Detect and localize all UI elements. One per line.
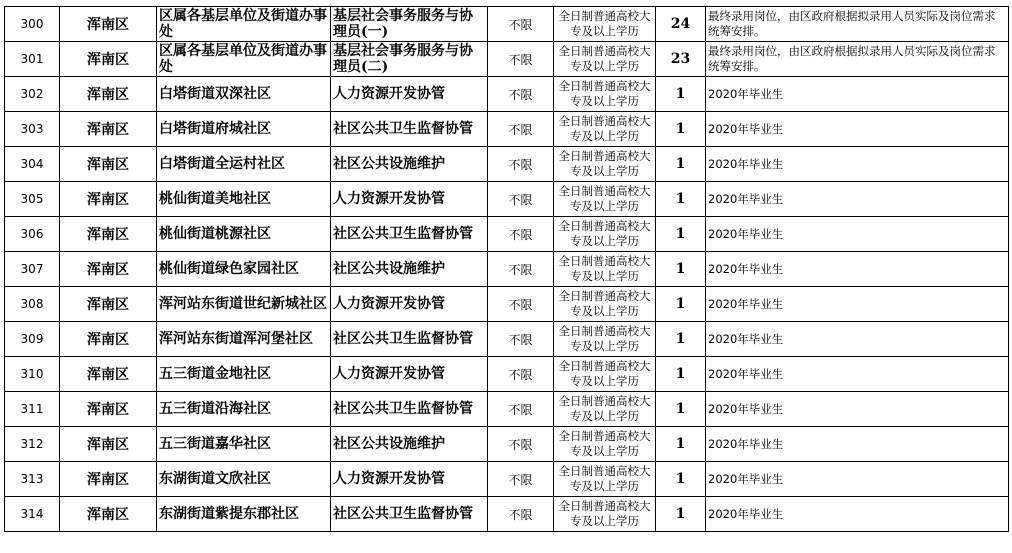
district-cell: 浑南区 xyxy=(60,252,157,287)
table-row xyxy=(5,322,1009,357)
education-cell: 全日制普通高校大专及以上学历 xyxy=(554,42,656,77)
count-cell: 1 xyxy=(656,182,706,217)
row-number: 306 xyxy=(5,217,60,252)
unit-cell: 区属各基层单位及街道办事处 xyxy=(157,42,331,77)
note-cell: 最终录用岗位，由区政府根据拟录用人员实际及岗位需求统筹安排。 xyxy=(706,7,1009,42)
unit-cell: 五三街道嘉华社区 xyxy=(157,427,331,462)
education-cell: 全日制普通高校大专及以上学历 xyxy=(554,287,656,322)
education-cell: 全日制普通高校大专及以上学历 xyxy=(554,7,656,42)
count-cell: 1 xyxy=(656,217,706,252)
limit-cell: 不限 xyxy=(488,462,554,497)
limit-cell: 不限 xyxy=(488,427,554,462)
position-cell: 基层社会事务服务与协理员(二) xyxy=(331,42,488,77)
note-cell: 2020年毕业生 xyxy=(706,462,1009,497)
unit-cell: 白塔街道双深社区 xyxy=(157,77,331,112)
table-row xyxy=(5,217,1009,252)
note-cell: 2020年毕业生 xyxy=(706,77,1009,112)
position-cell: 社区公共卫生监督协管 xyxy=(331,112,488,147)
position-cell: 基层社会事务服务与协理员(一) xyxy=(331,7,488,42)
education-cell: 全日制普通高校大专及以上学历 xyxy=(554,147,656,182)
district-cell: 浑南区 xyxy=(60,322,157,357)
table-row xyxy=(5,497,1009,532)
table-row xyxy=(5,42,1009,77)
note-cell: 2020年毕业生 xyxy=(706,112,1009,147)
row-number: 308 xyxy=(5,287,60,322)
row-number: 305 xyxy=(5,182,60,217)
note-cell: 2020年毕业生 xyxy=(706,322,1009,357)
count-cell: 1 xyxy=(656,392,706,427)
row-number: 310 xyxy=(5,357,60,392)
limit-cell: 不限 xyxy=(488,357,554,392)
row-number: 302 xyxy=(5,77,60,112)
district-cell: 浑南区 xyxy=(60,497,157,532)
table-row xyxy=(5,462,1009,497)
count-cell: 1 xyxy=(656,322,706,357)
unit-cell: 桃仙街道桃源社区 xyxy=(157,217,331,252)
table-row xyxy=(5,392,1009,427)
row-number: 312 xyxy=(5,427,60,462)
limit-cell: 不限 xyxy=(488,392,554,427)
limit-cell: 不限 xyxy=(488,182,554,217)
count-cell: 23 xyxy=(656,42,706,77)
district-cell: 浑南区 xyxy=(60,182,157,217)
district-cell: 浑南区 xyxy=(60,392,157,427)
district-cell: 浑南区 xyxy=(60,287,157,322)
unit-cell: 白塔街道全运村社区 xyxy=(157,147,331,182)
job-table xyxy=(4,6,1009,532)
unit-cell: 桃仙街道绿色家园社区 xyxy=(157,252,331,287)
district-cell: 浑南区 xyxy=(60,357,157,392)
note-cell: 2020年毕业生 xyxy=(706,217,1009,252)
row-number: 303 xyxy=(5,112,60,147)
table-row xyxy=(5,112,1009,147)
note-cell: 2020年毕业生 xyxy=(706,497,1009,532)
limit-cell: 不限 xyxy=(488,112,554,147)
table-row xyxy=(5,427,1009,462)
education-cell: 全日制普通高校大专及以上学历 xyxy=(554,112,656,147)
row-number: 301 xyxy=(5,42,60,77)
note-cell: 2020年毕业生 xyxy=(706,147,1009,182)
limit-cell: 不限 xyxy=(488,42,554,77)
count-cell: 1 xyxy=(656,427,706,462)
unit-cell: 东湖街道紫提东郡社区 xyxy=(157,497,331,532)
table-row xyxy=(5,147,1009,182)
limit-cell: 不限 xyxy=(488,147,554,182)
position-cell: 人力资源开发协管 xyxy=(331,77,488,112)
unit-cell: 浑河站东街道世纪新城社区 xyxy=(157,287,331,322)
row-number: 300 xyxy=(5,7,60,42)
unit-cell: 浑河站东街道浑河堡社区 xyxy=(157,322,331,357)
table-row xyxy=(5,182,1009,217)
position-cell: 社区公共卫生监督协管 xyxy=(331,217,488,252)
limit-cell: 不限 xyxy=(488,252,554,287)
limit-cell: 不限 xyxy=(488,497,554,532)
table-row xyxy=(5,252,1009,287)
count-cell: 1 xyxy=(656,77,706,112)
count-cell: 1 xyxy=(656,147,706,182)
count-cell: 1 xyxy=(656,357,706,392)
education-cell: 全日制普通高校大专及以上学历 xyxy=(554,217,656,252)
unit-cell: 五三街道金地社区 xyxy=(157,357,331,392)
note-cell: 2020年毕业生 xyxy=(706,392,1009,427)
row-number: 307 xyxy=(5,252,60,287)
district-cell: 浑南区 xyxy=(60,77,157,112)
unit-cell: 东湖街道文欣社区 xyxy=(157,462,331,497)
district-cell: 浑南区 xyxy=(60,7,157,42)
district-cell: 浑南区 xyxy=(60,42,157,77)
note-cell: 2020年毕业生 xyxy=(706,427,1009,462)
position-cell: 社区公共卫生监督协管 xyxy=(331,497,488,532)
row-number: 314 xyxy=(5,497,60,532)
position-cell: 社区公共设施维护 xyxy=(331,427,488,462)
row-number: 309 xyxy=(5,322,60,357)
note-cell: 2020年毕业生 xyxy=(706,287,1009,322)
limit-cell: 不限 xyxy=(488,217,554,252)
unit-cell: 白塔街道府城社区 xyxy=(157,112,331,147)
education-cell: 全日制普通高校大专及以上学历 xyxy=(554,497,656,532)
position-cell: 人力资源开发协管 xyxy=(331,182,488,217)
education-cell: 全日制普通高校大专及以上学历 xyxy=(554,392,656,427)
table-row xyxy=(5,287,1009,322)
district-cell: 浑南区 xyxy=(60,462,157,497)
count-cell: 1 xyxy=(656,252,706,287)
education-cell: 全日制普通高校大专及以上学历 xyxy=(554,322,656,357)
note-cell: 2020年毕业生 xyxy=(706,357,1009,392)
job-table-body xyxy=(5,7,1009,532)
education-cell: 全日制普通高校大专及以上学历 xyxy=(554,182,656,217)
education-cell: 全日制普通高校大专及以上学历 xyxy=(554,77,656,112)
table-row xyxy=(5,7,1009,42)
district-cell: 浑南区 xyxy=(60,427,157,462)
table-row xyxy=(5,77,1009,112)
count-cell: 24 xyxy=(656,7,706,42)
education-cell: 全日制普通高校大专及以上学历 xyxy=(554,252,656,287)
position-cell: 社区公共卫生监督协管 xyxy=(331,392,488,427)
count-cell: 1 xyxy=(656,287,706,322)
count-cell: 1 xyxy=(656,112,706,147)
district-cell: 浑南区 xyxy=(60,112,157,147)
position-cell: 社区公共卫生监督协管 xyxy=(331,322,488,357)
position-cell: 人力资源开发协管 xyxy=(331,462,488,497)
unit-cell: 区属各基层单位及街道办事处 xyxy=(157,7,331,42)
position-cell: 人力资源开发协管 xyxy=(331,287,488,322)
table-row xyxy=(5,357,1009,392)
position-cell: 社区公共设施维护 xyxy=(331,252,488,287)
education-cell: 全日制普通高校大专及以上学历 xyxy=(554,427,656,462)
row-number: 313 xyxy=(5,462,60,497)
position-cell: 人力资源开发协管 xyxy=(331,357,488,392)
limit-cell: 不限 xyxy=(488,287,554,322)
district-cell: 浑南区 xyxy=(60,147,157,182)
count-cell: 1 xyxy=(656,497,706,532)
education-cell: 全日制普通高校大专及以上学历 xyxy=(554,462,656,497)
limit-cell: 不限 xyxy=(488,77,554,112)
education-cell: 全日制普通高校大专及以上学历 xyxy=(554,357,656,392)
note-cell: 2020年毕业生 xyxy=(706,182,1009,217)
note-cell: 2020年毕业生 xyxy=(706,252,1009,287)
limit-cell: 不限 xyxy=(488,322,554,357)
district-cell: 浑南区 xyxy=(60,217,157,252)
unit-cell: 桃仙街道美地社区 xyxy=(157,182,331,217)
row-number: 311 xyxy=(5,392,60,427)
unit-cell: 五三街道沿海社区 xyxy=(157,392,331,427)
note-cell: 最终录用岗位，由区政府根据拟录用人员实际及岗位需求统筹安排。 xyxy=(706,42,1009,77)
limit-cell: 不限 xyxy=(488,7,554,42)
row-number: 304 xyxy=(5,147,60,182)
position-cell: 社区公共设施维护 xyxy=(331,147,488,182)
count-cell: 1 xyxy=(656,462,706,497)
